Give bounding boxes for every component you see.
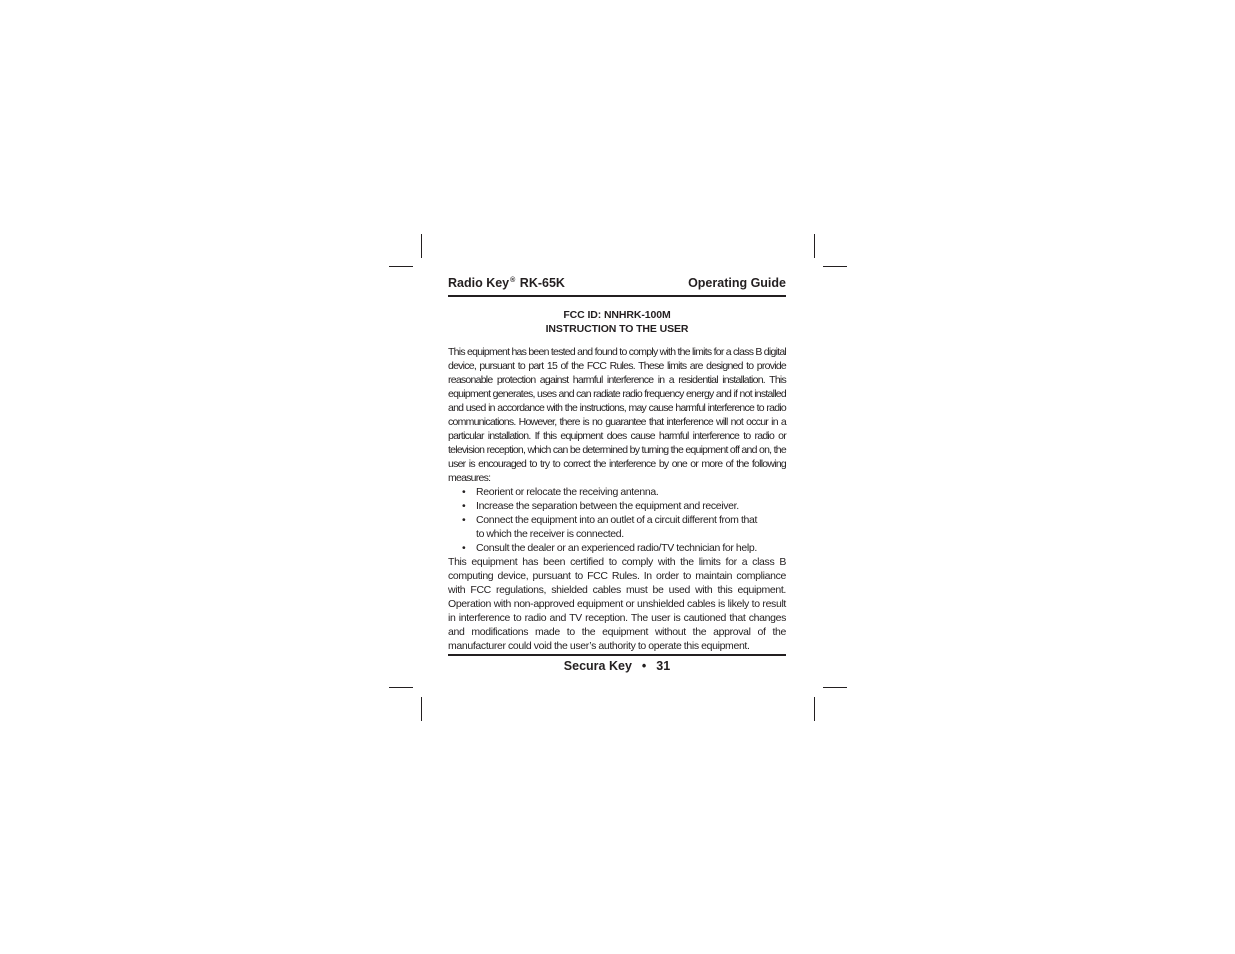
list-item — [448, 499, 786, 513]
product-name: Radio Key — [448, 276, 510, 290]
crop-mark-bottom-right-vertical — [814, 697, 815, 721]
certification-paragraph: This equipment has been certified to comply with the limits for a class B computing device, pursuant to FCC Rules. In order to maintain compliance with FCC regulations, shielded cables must be used with this equipment. Operation with non-approved equipment or unshielded cables is likely to result in interference to radio and TV reception. The user is cautioned that changes and modifications made to the equipment without the approval of the manufacturer could void the user’s authority to operate this equipment. — [448, 556, 786, 652]
crop-mark-bottom-left-horizontal — [389, 687, 413, 688]
list-item-text: Reorient or relocate the receiving antenna. — [476, 486, 659, 498]
bullet-symbol: • — [462, 500, 466, 512]
crop-mark-top-left-vertical — [421, 234, 422, 258]
crop-mark-bottom-right-horizontal — [823, 687, 847, 688]
registered-mark: ® — [510, 277, 516, 284]
bullet-symbol: • — [462, 486, 466, 498]
fcc-id-line: FCC ID: NNHRK-100M — [563, 309, 671, 321]
compliance-paragraph: This equipment has been tested and found to comply with the limits for a class B digital device, pursuant to part 15 of the FCC Rules. These limits are designed to provide reasonable protection against harmful interference in a residential installation. This equipment generates, uses and can radiate radio frequency energy and if not installed and used in accordance with the instructions, may cause harmful interference to radio communications. However, there is no guarantee that interference will not occur in a particular installation. If this equipment does cause harmful interference to radio or television reception, which can be determined by turning the equipment off and on, the user is encouraged to try to correct the interference by one or more of the following measures: — [448, 346, 786, 484]
crop-mark-top-right-vertical — [814, 234, 815, 258]
bullet-symbol: • — [462, 514, 466, 526]
product-model: RK-65K — [519, 276, 565, 290]
measures-list — [448, 485, 786, 555]
footer-rule — [448, 654, 786, 656]
list-item-text: Increase the separation between the equipment and receiver. — [476, 500, 739, 512]
crop-mark-top-right-horizontal — [823, 266, 847, 267]
body-text — [448, 345, 786, 653]
page-number: 31 — [656, 659, 671, 673]
list-item — [448, 513, 786, 541]
instruction-heading: INSTRUCTION TO THE USER — [545, 323, 689, 335]
header-product-title — [448, 276, 565, 290]
header-guide-title: Operating Guide — [688, 276, 786, 290]
list-item-text: Consult the dealer or an experienced radio/TV technician for help. — [476, 542, 757, 554]
header-rule — [448, 295, 786, 297]
footer-separator: • — [641, 659, 647, 673]
list-item-text: Connect the equipment into an outlet of a circuit different from that to which the receiver is connected. — [476, 514, 758, 540]
fcc-heading-block — [448, 308, 786, 336]
crop-mark-top-left-horizontal — [389, 266, 413, 267]
page-footer — [448, 658, 786, 674]
footer-brand: Secura Key — [563, 659, 632, 673]
manual-page — [448, 276, 786, 674]
crop-mark-bottom-left-vertical — [421, 697, 422, 721]
page-header — [448, 276, 786, 293]
list-item — [448, 541, 786, 555]
bullet-symbol: • — [462, 542, 466, 554]
list-item — [448, 485, 786, 499]
